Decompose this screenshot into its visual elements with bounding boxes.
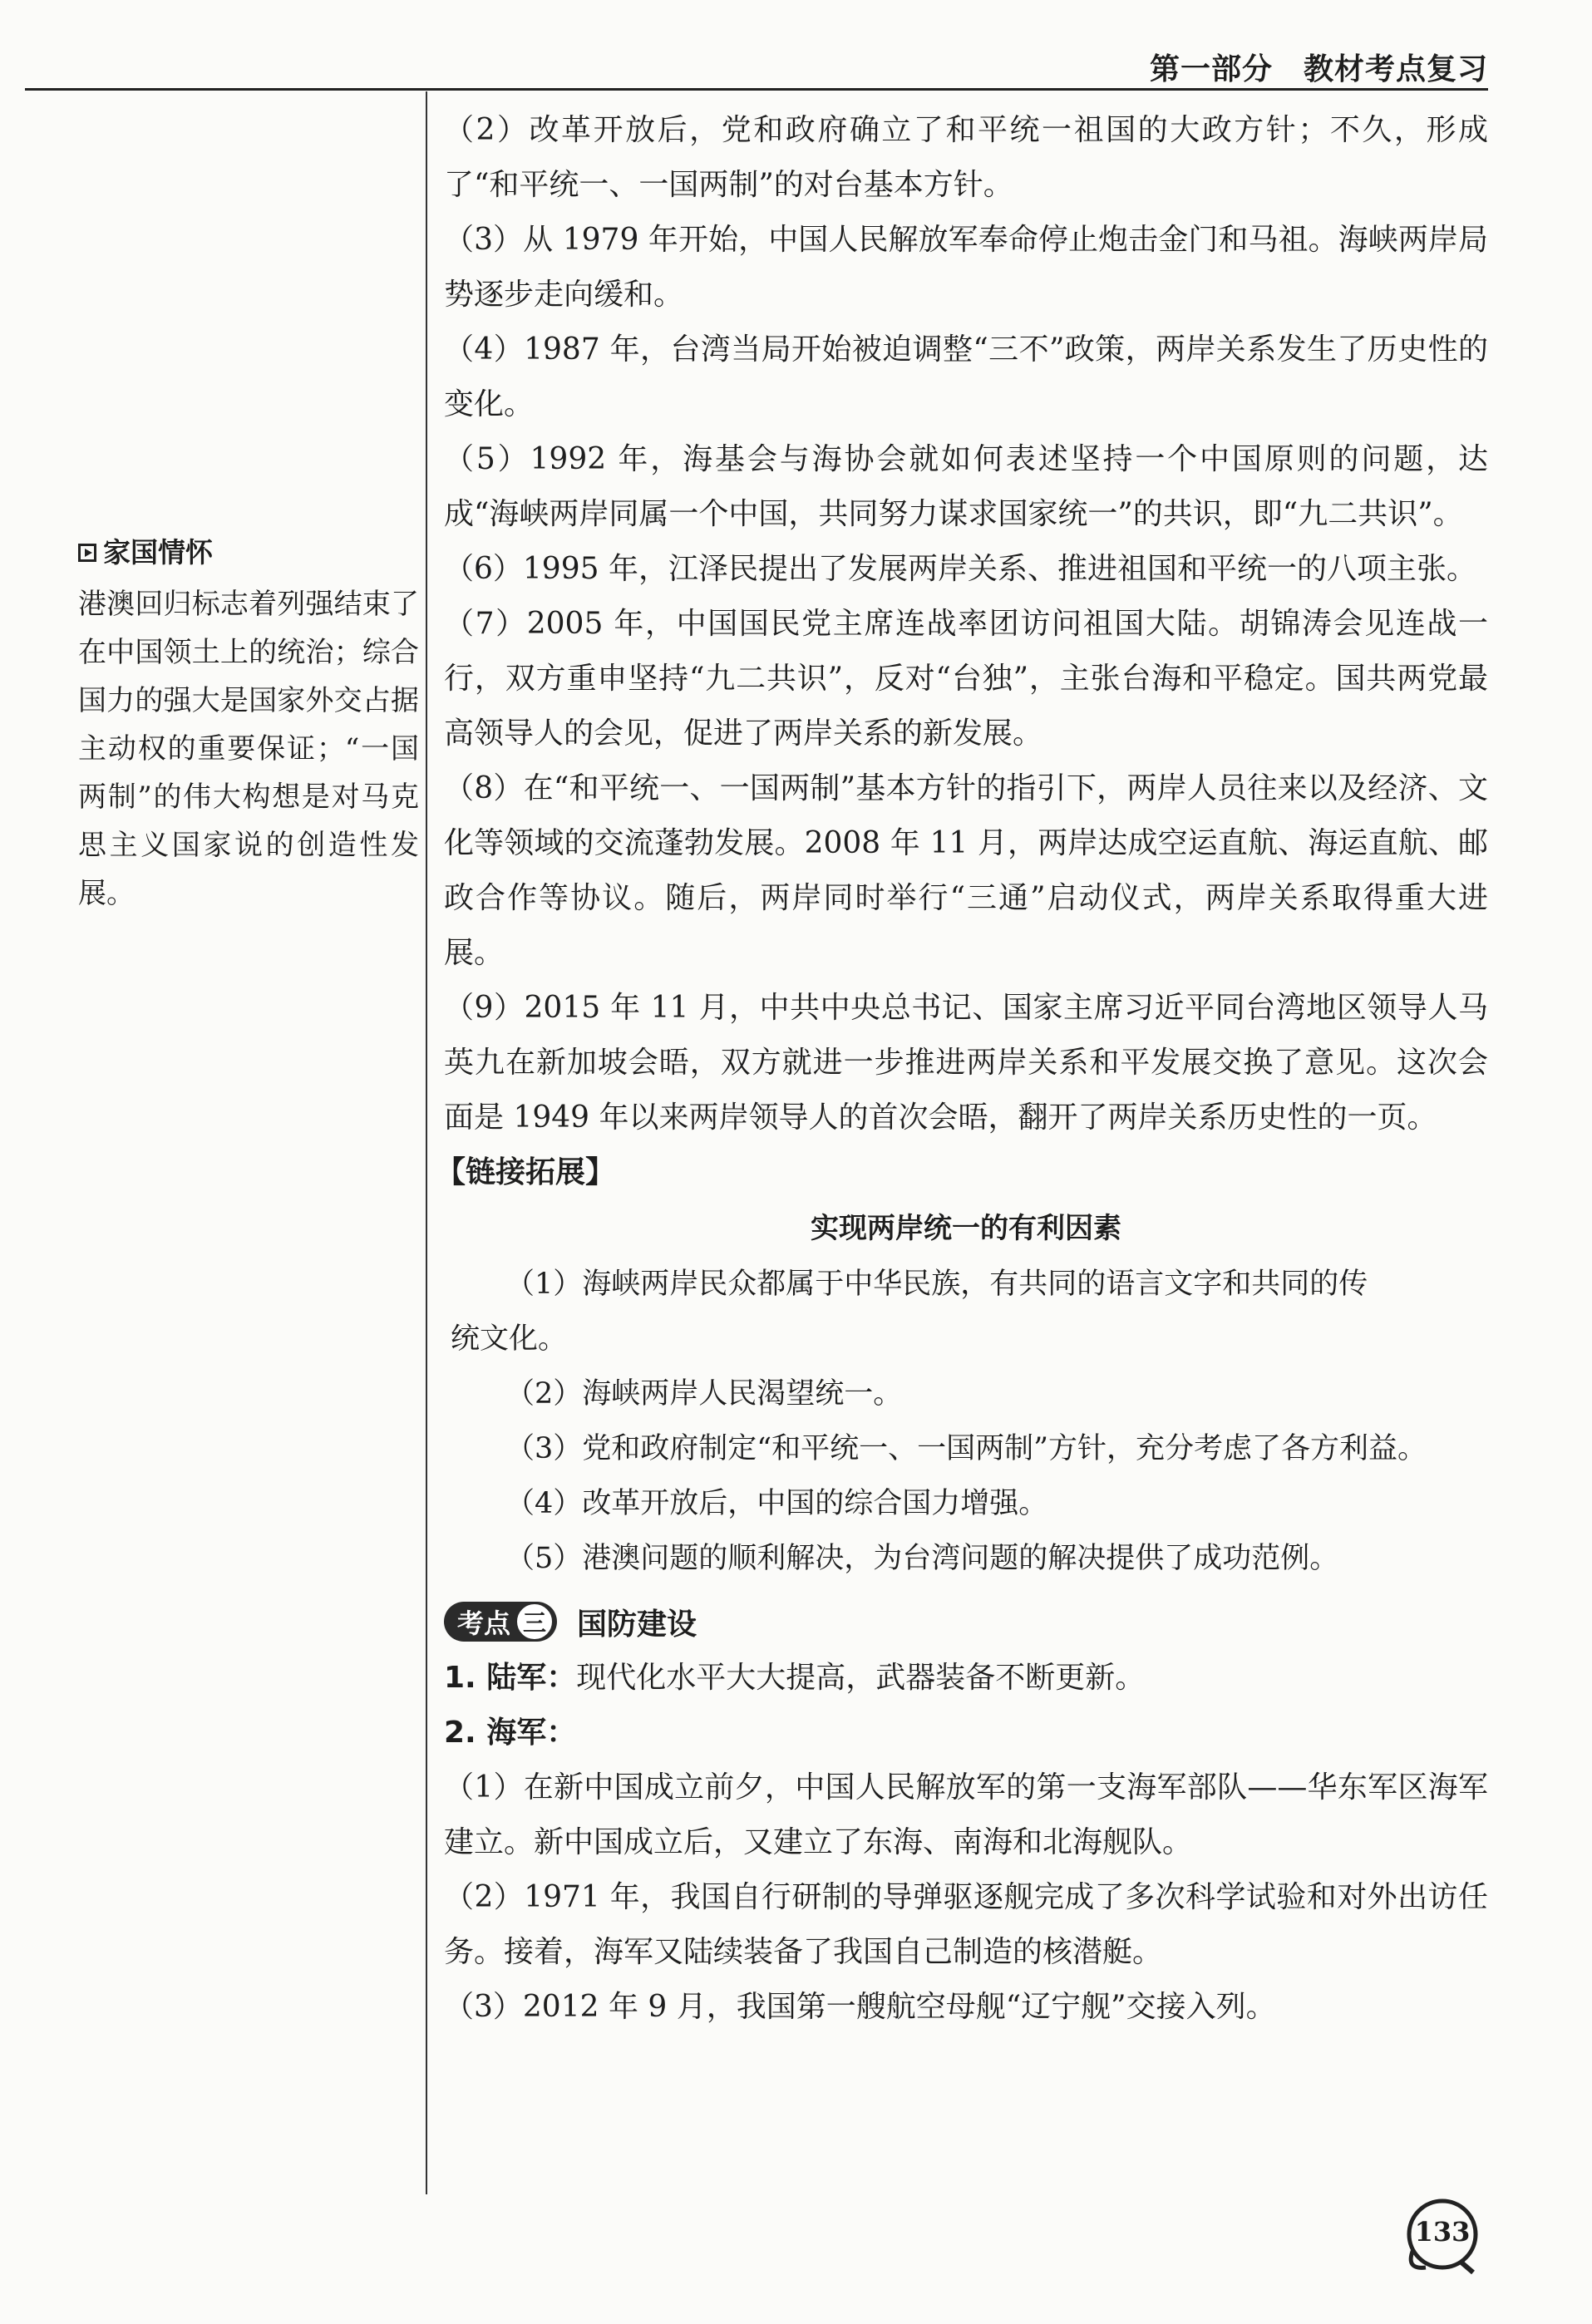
- sidebar-note: [78, 532, 419, 946]
- army-label: 1. 陆军：: [444, 1661, 577, 1695]
- paragraph: （5）1992 年，海基会与海协会就如何表述坚持一个中国原则的问题，达成“海峡两岸同属一个中国，共同努力谋求国家统一”的共识，即“九二共识”。: [444, 442, 1488, 531]
- paragraph: （2）1971 年，我国自行研制的导弹驱逐舰完成了多次科学试验和对外出访任务。接着，海军又陆续装备了我国自己制造的核潜艇。: [444, 1880, 1488, 1969]
- paragraph: （3）从 1979 年开始，中国人民解放军奉命停止炮击金门和马祖。海峡两岸局势逐步走向缓和。: [444, 223, 1488, 312]
- link-extension-label: 【链接拓展】: [436, 1155, 616, 1189]
- extension-item: （5）港澳问题的顺利解决，为台湾问题的解决提供了成功范例。: [505, 1542, 1339, 1575]
- navy-label: 2. 海军：: [444, 1716, 577, 1750]
- extension-title: 实现两岸统一的有利因素: [811, 1212, 1121, 1245]
- page-number: [1397, 2191, 1488, 2282]
- play-box-icon: [78, 544, 96, 562]
- paragraph: （1）在新中国成立前夕，中国人民解放军的第一支海军部队——华东军区海军建立。新中国成立后，又建立了东海、南海和北海舰队。: [444, 1770, 1488, 1859]
- extension-item-continued: 统文化。: [451, 1322, 568, 1356]
- paragraph: （7）2005 年，中国国民党主席连战率团访问祖国大陆。胡锦涛会见连战一行，双方重申坚持“九二共识”，反对“台独”，主张台海和平稳定。国共两党最高领导人的会见，促进了两岸关系的新发展。: [444, 607, 1488, 751]
- paragraph: （3）2012 年 9 月，我国第一艘航空母舰“辽宁舰”交接入列。: [444, 1990, 1276, 2024]
- section-title: 国防建设: [577, 1607, 697, 1642]
- paragraph: （2）改革开放后，党和政府确立了和平统一祖国的大政方针；不久，形成了“和平统一、一国两制”的对台基本方针。: [444, 113, 1488, 202]
- extension-item: （1）海峡两岸民众都属于中华民族，有共同的语言文字和共同的传: [505, 1268, 1368, 1301]
- sidebar-title-text: 家国情怀: [103, 536, 213, 569]
- sidebar-text: 港澳回归标志着列强结束了在中国领土上的统治；综合国力的强大是国家外交占据主动权的重要保证；“一国两制”的伟大构想是对马克思主义国家说的创造性发展。: [78, 588, 419, 910]
- paragraph: （8）在“和平统一、一国两制”基本方针的指引下，两岸人员往来以及经济、文化等领域的交流蓬勃发展。2008 年 11 月，两岸达成空运直航、海运直航、邮政合作等协议。随后，两岸同时举行“三通”启动仪式，两岸关系取得重大进展。: [444, 771, 1488, 970]
- sidebar-title: [78, 532, 419, 574]
- header-rule: [25, 88, 1488, 91]
- paragraph: （6）1995 年，江泽民提出了发展两岸关系、推进祖国和平统一的八项主张。: [444, 552, 1476, 586]
- page-number-text: 133: [1414, 2216, 1471, 2248]
- extension-item: （3）党和政府制定“和平统一、一国两制”方针，充分考虑了各方利益。: [505, 1432, 1427, 1465]
- navy-line: [444, 1706, 1488, 1760]
- column-divider: [426, 91, 427, 2194]
- paragraph: （9）2015 年 11 月，中共中央总书记、国家主席习近平同台湾地区领导人马英九在新加坡会晤，双方就进一步推进两岸关系和平发展交换了意见。这次会面是 1949 年以来两岸领导人的首次会晤，翻开了两岸关系历史性的一页。: [444, 991, 1488, 1135]
- section-heading: [444, 1593, 1488, 1651]
- extension-item: （2）海峡两岸人民渴望统一。: [505, 1377, 903, 1411]
- army-text: 现代化水平大大提高，武器装备不断更新。: [576, 1661, 1146, 1695]
- kaodian-number: 三: [515, 1603, 554, 1641]
- main-content: [436, 103, 1488, 2035]
- kaodian-badge: [444, 1602, 557, 1642]
- army-line: [444, 1651, 1488, 1706]
- extension-item: （4）改革开放后，中国的综合国力增强。: [505, 1487, 1048, 1520]
- running-header: 第一部分 教材考点复习: [1149, 52, 1488, 86]
- paragraph: （4）1987 年，台湾当局开始被迫调整“三不”政策，两岸关系发生了历史性的变化。: [444, 332, 1488, 421]
- extension-box: [444, 1200, 1488, 1586]
- kaodian-label: 考点: [457, 1608, 511, 1639]
